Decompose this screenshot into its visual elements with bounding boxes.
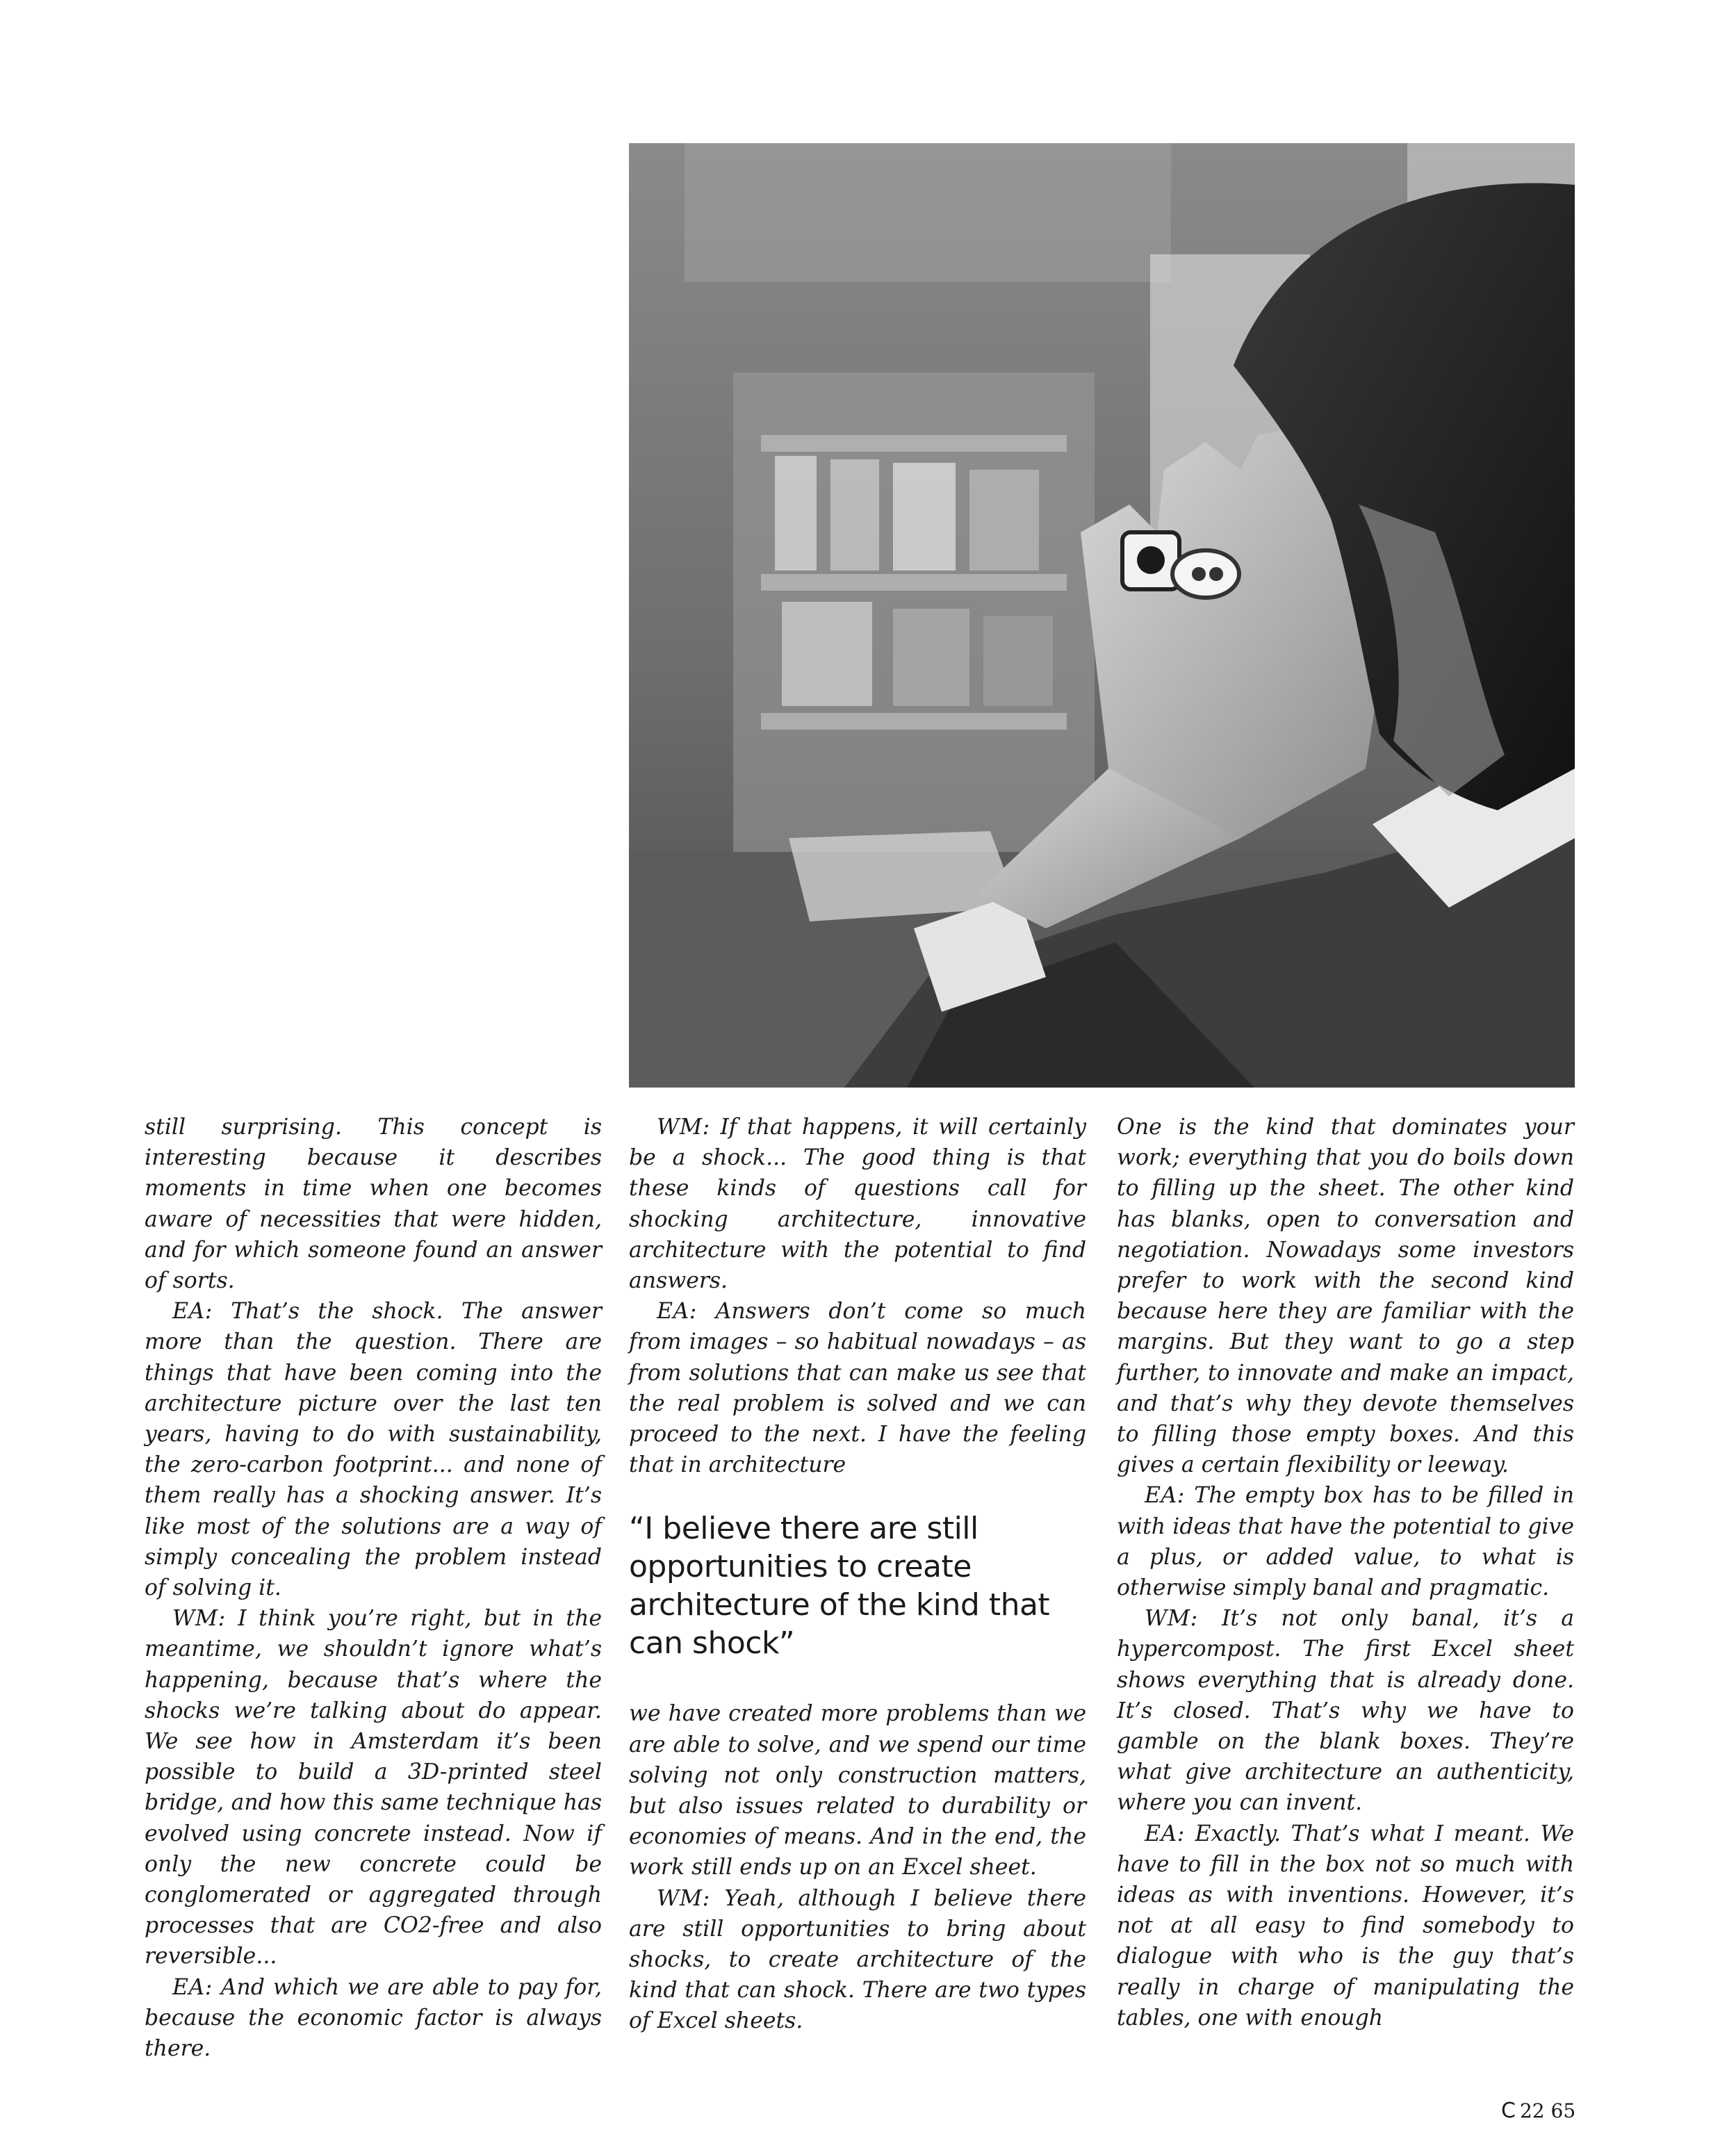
paragraph: WM: I think you’re right, but in the meantime, we shouldn’t ignore what’s happening, because that’s where the shocks we’re talking about do appear. We see how in Amsterdam it’s been possible to build a 3D-printed steel bridge, and how this same technique has evolved using concrete instead. Now if only the new concrete could be conglomerated or aggregated through processes that are CO2-free and also reversible... — [145, 1606, 602, 1969]
paragraph: EA: That’s the shock. The answer more than the question. There are things that have been coming into the architecture picture over the last ten years, having to do with sustainability, the zero-carbon footprint... and none of them really has a shocking answer. It’s like most of the solutions are a way of simply concealing the problem instead of solving it. — [145, 1299, 602, 1601]
speaker-label: EA: — [172, 1299, 213, 1325]
paragraph: WM: It’s not only banal, it’s a hypercompost. The first Excel sheet shows everything that is already done. It’s closed. That’s why we have to gamble on the blank boxes. They’re what give architecture an authenticity, where you can invent. — [1117, 1606, 1575, 1816]
speaker-label: WM: — [657, 1115, 710, 1140]
speaker-label: EA: — [1145, 1821, 1185, 1846]
issue-number: 22 — [1519, 2099, 1545, 2122]
paragraph: WM: Yeah, although I believe there are still opportunities to bring about shocks, to create architecture of the kind that can shock. There are two types of Excel sheets. — [629, 1885, 1087, 2034]
portrait-illustration — [629, 143, 1575, 1088]
speaker-label: EA: — [1145, 1483, 1185, 1509]
speaker-label: EA: — [172, 1974, 213, 2000]
paragraph: we have created more problems than we are able to solve, and we spend our time solving not only construction matters, but also issues related to durability or economies of means. And in the end, the work still ends up on an Excel sheet. — [629, 1701, 1086, 1880]
magazine-mark: C — [1501, 2099, 1516, 2123]
paragraph: EA: Exactly. That’s what I meant. We have to fill in the box not so much with ideas as with inventions. However, it’s not at all easy to find somebody to dialogue with who is the guy that’s really in charge of manipulating the tables, one with enough — [1117, 1821, 1574, 2031]
paragraph: EA: Answers don’t come so much from images – so habitual nowadays – as from solutions that can make us see that the real problem is solved and we can proceed to the next. I have the feeling that in architecture — [629, 1299, 1086, 1478]
text-column-1 — [145, 1112, 602, 2064]
speaker-label: WM: — [1145, 1606, 1198, 1632]
paragraph: still surprising. This concept is interesting because it describes moments in time when one becomes aware of necessities that were hidden, and for which someone found an answer of sorts. — [145, 1115, 602, 1294]
paragraph: EA: And which we are able to pay for, because the economic factor is always there. — [145, 1974, 602, 2062]
text-column-2 — [629, 1112, 1086, 2037]
speaker-label: EA: — [657, 1299, 697, 1325]
portrait-photo — [629, 143, 1575, 1088]
page-number: 65 — [1550, 2099, 1576, 2122]
page-folio — [1501, 2099, 1575, 2123]
paragraph: EA: The empty box has to be filled in with ideas that have the potential to give a plus, or added value, to what is otherwise simply banal and pragmatic. — [1117, 1483, 1575, 1601]
paragraph: WM: If that happens, it will certainly be a shock... The good thing is that these kinds of questions call for shocking architecture, innovative architecture with the potential to find answers. — [629, 1115, 1086, 1294]
speaker-label: WM: — [172, 1606, 226, 1632]
text-column-3 — [1117, 1112, 1574, 2033]
pull-quote: “I believe there are still opportunities to create architecture of the kind that can shock” — [629, 1511, 1050, 1662]
speaker-label: WM: — [657, 1885, 710, 1911]
paragraph: One is the kind that dominates your work; everything that you do boils down to filling up the sheet. The other kind has blanks, open to conversation and negotiation. Nowadays some investors prefer to work with the second kind because here they are familiar with the margins. But they want to go a step further, to innovate and make an impact, and that’s why they devote themselves to filling those empty boxes. And this gives a certain flexibility or leeway. — [1117, 1115, 1574, 1478]
